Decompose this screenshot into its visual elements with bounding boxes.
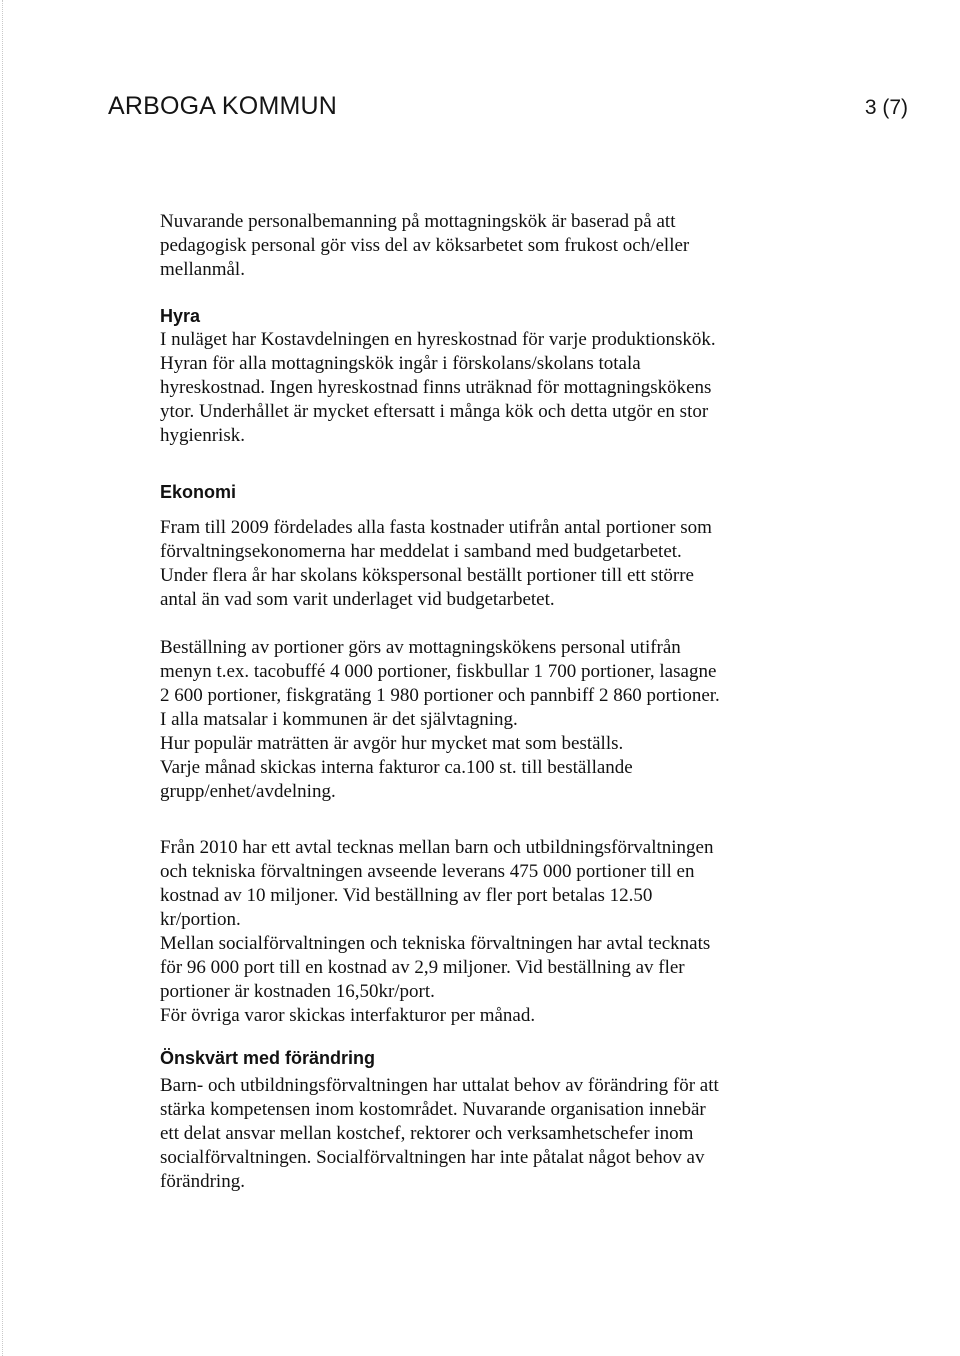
ekonomi-paragraph-3 — [160, 836, 800, 1028]
intro-line: pedagogisk personal gör viss del av köksarbetet som frukost och/eller — [160, 235, 690, 256]
intro-line: Nuvarande personalbemanning på mottagningskök är baserad på att — [160, 211, 676, 232]
hyra-line: hyreskostnad. Ingen hyreskostnad finns uträknad för mottagningskökens — [160, 377, 712, 398]
hyra-line: ytor. Underhållet är mycket eftersatt i många kök och detta utgör en stor — [160, 401, 709, 422]
onskvart-line: socialförvaltningen. Socialförvaltningen har inte påtalat något behov av — [160, 1147, 705, 1168]
ekonomi-line: Fram till 2009 fördelades alla fasta kostnader utifrån antal portioner som — [160, 517, 712, 538]
onskvart-section — [160, 1046, 800, 1194]
ekonomi-line: kostnad av 10 miljoner. Vid beställning av fler port betalas 12.50 — [160, 885, 653, 906]
intro-paragraph — [160, 210, 800, 282]
ekonomi-line: Hur populär maträtten är avgör hur mycket mat som beställs. — [160, 733, 624, 754]
intro-line: mellanmål. — [160, 259, 245, 280]
hyra-section — [160, 304, 800, 448]
ekonomi-line: Från 2010 har ett avtal tecknas mellan barn och utbildningsförvaltningen — [160, 837, 714, 858]
onskvart-line: ett delat ansvar mellan kostchef, rektorer och verksamhetschefer inom — [160, 1123, 694, 1144]
organization-name: ARBOGA KOMMUN — [108, 92, 338, 120]
ekonomi-line: och tekniska förvaltningen avseende leverans 475 000 portioner till en — [160, 861, 695, 882]
ekonomi-paragraph-2 — [160, 636, 800, 804]
ekonomi-line: För övriga varor skickas interfakturor per månad. — [160, 1005, 536, 1026]
ekonomi-line: portioner är kostnaden 16,50kr/port. — [160, 981, 435, 1002]
page-number: 3 (7) — [864, 96, 908, 119]
ekonomi-heading: Ekonomi — [160, 482, 237, 502]
scan-edge — [2, 0, 7, 1356]
onskvart-heading: Önskvärt med förändring — [160, 1048, 376, 1068]
onskvart-line: Barn- och utbildningsförvaltningen har uttalat behov av förändring för att — [160, 1075, 719, 1096]
ekonomi-line: grupp/enhet/avdelning. — [160, 781, 336, 802]
ekonomi-paragraph-1 — [160, 516, 800, 612]
ekonomi-line: kr/portion. — [160, 909, 241, 930]
onskvart-line: förändring. — [160, 1171, 245, 1192]
hyra-heading: Hyra — [160, 306, 201, 326]
ekonomi-line: 2 600 portioner, fiskgratäng 1 980 portioner och pannbiff 2 860 portioner. — [160, 685, 720, 706]
ekonomi-line: Under flera år har skolans kökspersonal beställt portioner till ett större — [160, 565, 694, 586]
ekonomi-line: förvaltningsekonomerna har meddelat i samband med budgetarbetet. — [160, 541, 682, 562]
ekonomi-line: Mellan socialförvaltningen och tekniska förvaltningen har avtal tecknats — [160, 933, 711, 954]
ekonomi-line: menyn t.ex. tacobuffé 4 000 portioner, fiskbullar 1 700 portioner, lasagne — [160, 661, 717, 682]
ekonomi-line: Beställning av portioner görs av mottagningskökens personal utifrån — [160, 637, 681, 658]
ekonomi-line: antal än vad som varit underlaget vid budgetarbetet. — [160, 589, 555, 610]
ekonomi-line: Varje månad skickas interna fakturor ca.100 st. till beställande — [160, 757, 633, 778]
hyra-line: hygienrisk. — [160, 425, 245, 446]
onskvart-line: stärka kompetensen inom kostområdet. Nuvarande organisation innebär — [160, 1099, 706, 1120]
hyra-line: I nuläget har Kostavdelningen en hyreskostnad för varje produktionskök. — [160, 329, 716, 350]
ekonomi-line: för 96 000 port till en kostnad av 2,9 miljoner. Vid beställning av fler — [160, 957, 685, 978]
ekonomi-section — [160, 480, 800, 1028]
hyra-line: Hyran för alla mottagningskök ingår i förskolans/skolans totala — [160, 353, 641, 374]
ekonomi-line: I alla matsalar i kommunen är det självtagning. — [160, 709, 518, 730]
